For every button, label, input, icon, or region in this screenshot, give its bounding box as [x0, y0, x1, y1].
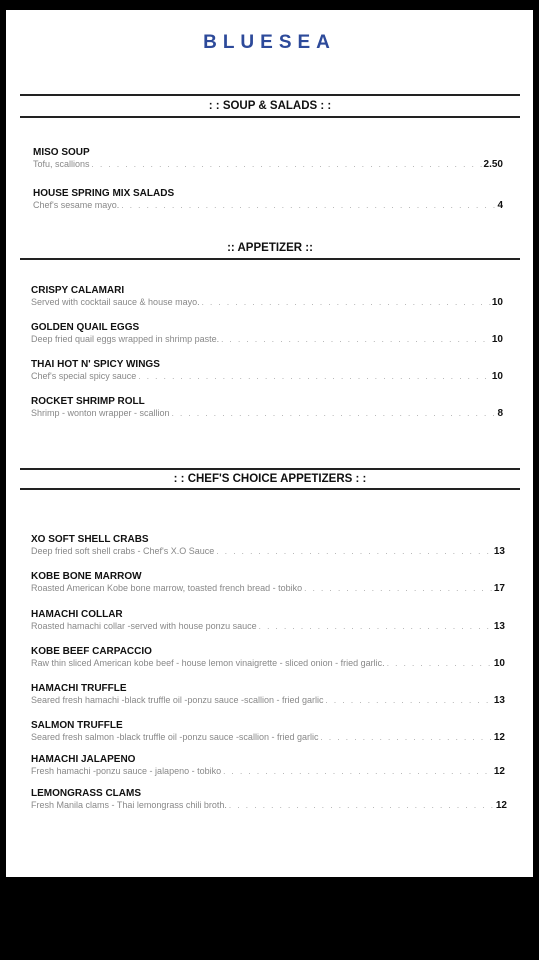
section-title: : : SOUP & SALADS : :	[20, 94, 520, 118]
item-detail-row	[31, 695, 505, 706]
menu-item	[31, 322, 503, 345]
item-description: Deep fried quail eggs wrapped in shrimp paste.	[31, 334, 220, 344]
leader-dots	[227, 800, 496, 811]
item-price: 2.50	[483, 159, 503, 170]
item-price: 13	[493, 546, 505, 557]
section-soup-salads	[20, 94, 520, 118]
leader-dots	[219, 334, 492, 345]
item-price: 13	[493, 621, 505, 632]
item-description: Roasted American Kobe bone marrow, toasted french bread - tobiko	[31, 583, 303, 593]
leader-dots	[221, 766, 494, 777]
item-detail-row	[31, 732, 505, 743]
item-name: KOBE BEEF CARPACCIO	[31, 646, 152, 657]
leader-dots	[136, 371, 492, 382]
item-name: KOBE BONE MARROW	[31, 571, 142, 582]
item-name: CRISPY CALAMARI	[31, 285, 125, 296]
item-detail-row	[31, 583, 505, 594]
menu-item	[31, 359, 503, 382]
leader-dots	[323, 695, 493, 706]
item-price: 10	[491, 334, 503, 345]
item-detail-row	[33, 200, 503, 211]
item-detail-row	[31, 800, 507, 811]
item-detail-row	[31, 621, 505, 632]
item-detail-row	[33, 159, 503, 170]
item-detail-row	[31, 297, 503, 308]
item-name: GOLDEN QUAIL EGGS	[31, 322, 140, 333]
item-description: Raw thin sliced American kobe beef - house lemon vinaigrette - sliced onion - fried garlic.	[31, 658, 385, 668]
item-name: HAMACHI JALAPENO	[31, 754, 136, 765]
item-price: 10	[491, 371, 503, 382]
leader-dots	[90, 159, 484, 170]
menu-item	[31, 646, 505, 669]
item-detail-row	[31, 334, 503, 345]
item-name: HAMACHI TRUFFLE	[31, 683, 127, 694]
item-price: 10	[491, 297, 503, 308]
leader-dots	[170, 408, 498, 419]
menu-item	[31, 396, 503, 419]
menu-item	[33, 147, 503, 170]
section-appetizer	[20, 238, 520, 260]
item-description: Shrimp - wonton wrapper - scallion	[31, 408, 170, 418]
item-description: Roasted hamachi collar -served with house ponzu sauce	[31, 621, 257, 631]
leader-dots	[302, 583, 494, 594]
item-detail-row	[31, 658, 505, 669]
leader-dots	[119, 200, 497, 211]
item-description: Deep fried soft shell crabs - Chef's X.O Sauce	[31, 546, 215, 556]
item-description: Fresh Manila clams - Thai lemongrass chili broth.	[31, 800, 227, 810]
item-detail-row	[31, 408, 503, 419]
menu-item	[33, 188, 503, 211]
leader-dots	[257, 621, 494, 632]
item-price: 17	[493, 583, 505, 594]
item-name: XO SOFT SHELL CRABS	[31, 534, 149, 545]
section-title: : : CHEF'S CHOICE APPETIZERS : :	[20, 468, 520, 490]
item-name: MISO SOUP	[33, 147, 90, 158]
item-description: Tofu, scallions	[33, 159, 90, 169]
leader-dots	[200, 297, 492, 308]
menu-item	[31, 534, 505, 557]
section-chefs-choice	[20, 468, 520, 490]
menu-item	[31, 788, 507, 811]
menu-item	[31, 285, 503, 308]
item-price: 8	[497, 408, 503, 419]
leader-dots	[318, 732, 493, 743]
menu-item	[31, 571, 505, 594]
item-description: Chef's sesame mayo.	[33, 200, 120, 210]
item-description: Chef's special spicy sauce	[31, 371, 137, 381]
menu-item	[31, 683, 505, 706]
item-detail-row	[31, 371, 503, 382]
item-description: Served with cocktail sauce & house mayo.	[31, 297, 200, 307]
item-name: SALMON TRUFFLE	[31, 720, 123, 731]
menu-page	[6, 10, 533, 877]
item-price: 13	[493, 695, 505, 706]
item-description: Fresh hamachi -ponzu sauce - jalapeno - tobiko	[31, 766, 222, 776]
item-name: ROCKET SHRIMP ROLL	[31, 396, 145, 407]
menu-item	[31, 609, 505, 632]
section-title: :: APPETIZER ::	[20, 238, 520, 260]
menu-item	[31, 754, 505, 777]
item-detail-row	[31, 546, 505, 557]
item-price: 12	[493, 732, 505, 743]
item-description: Seared fresh salmon -black truffle oil -ponzu sauce -scallion - fried garlic	[31, 732, 319, 742]
item-price: 10	[493, 658, 505, 669]
item-detail-row	[31, 766, 505, 777]
brand-title: BLUESEA	[203, 32, 336, 53]
item-name: HOUSE SPRING MIX SALADS	[33, 188, 175, 199]
item-price: 12	[495, 800, 507, 811]
item-name: LEMONGRASS CLAMS	[31, 788, 141, 799]
item-name: HAMACHI COLLAR	[31, 609, 123, 620]
item-name: THAI HOT N' SPICY WINGS	[31, 359, 160, 370]
leader-dots	[214, 546, 494, 557]
item-price: 12	[493, 766, 505, 777]
menu-item	[31, 720, 505, 743]
item-description: Seared fresh hamachi -black truffle oil -ponzu sauce -scallion - fried garlic	[31, 695, 324, 705]
leader-dots	[385, 658, 494, 669]
item-price: 4	[497, 200, 503, 211]
